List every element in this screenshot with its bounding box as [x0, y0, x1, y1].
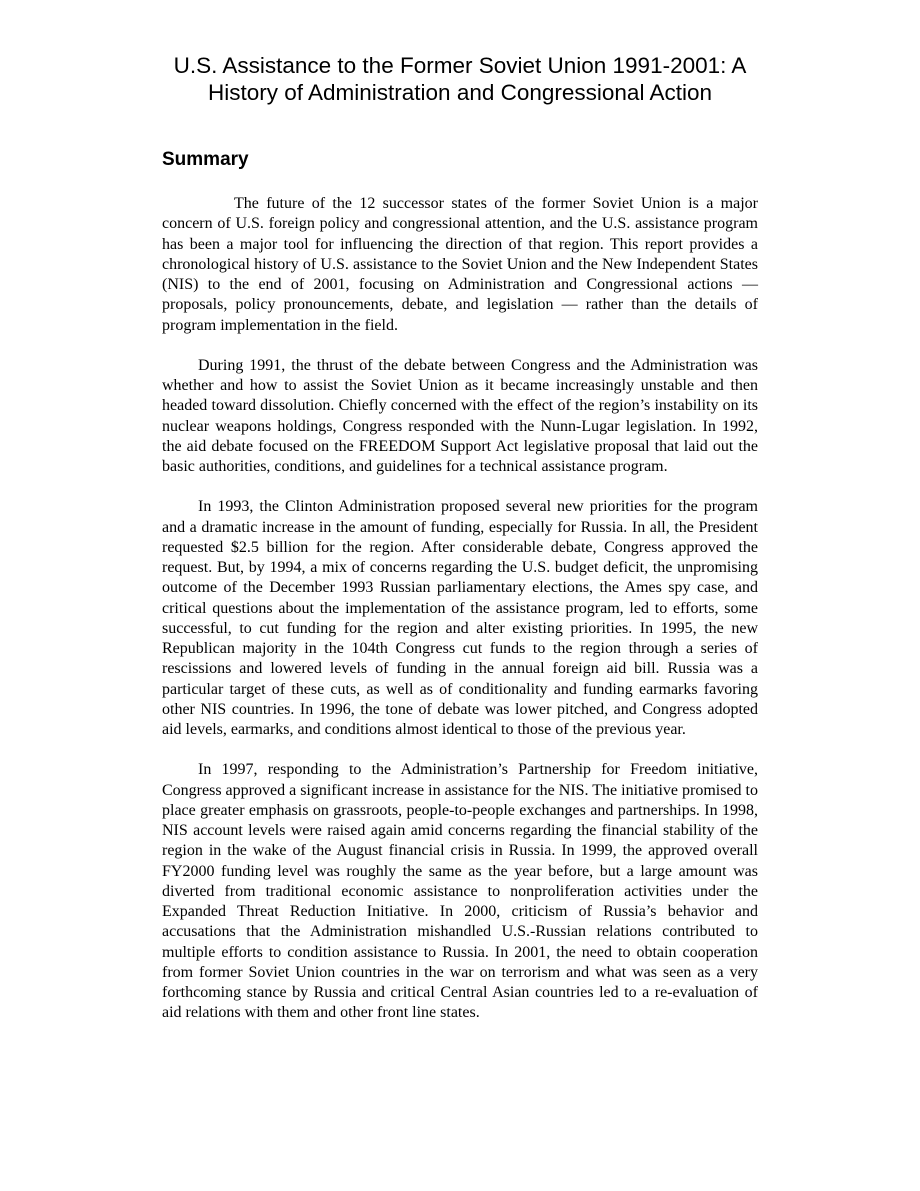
- summary-paragraph-2: During 1991, the thrust of the debate between Congress and the Administration was whether and how to assist the Soviet Union as it became increasingly unstable and then headed toward dissolution. Chiefly concerned with the effect of the region’s instability on its nuclear weapons holdings, Congress responded with the Nunn-Lugar legislation. In 1992, the aid debate focused on the FREEDOM Support Act legislative proposal that laid out the basic authorities, conditions, and guidelines for a technical assistance program.: [162, 356, 758, 475]
- summary-paragraph-1: The future of the 12 successor states of the former Soviet Union is a major concern of U.S. foreign policy and congressional attention, and the U.S. assistance program has been a major tool for influencing the direction of that region. This report provides a chronological history of U.S. assistance to the Soviet Union and the New Independent States (NIS) to the end of 2001, focusing on Administration and Congressional actions — proposals, policy pronouncements, debate, and legislation — rather than the details of program implementation in the field.: [162, 195, 758, 334]
- summary-paragraph-4: In 1997, responding to the Administration’s Partnership for Freedom initiative, Congress approved a significant increase in assistance for the NIS. The initiative promised to place greater emphasis on grassroots, people-to-people exchanges and partnerships. In 1998, NIS account levels were raised again amid concerns regarding the financial stability of the region in the wake of the August financial crisis in Russia. In 1999, the approved overall FY2000 funding level was roughly the same as the year before, but a large amount was diverted from traditional economic assistance to nonproliferation activities under the Expanded Threat Reduction Initiative. In 2000, criticism of Russia’s behavior and accusations that the Administration mishandled U.S.-Russian relations contributed to multiple efforts to condition assistance to Russia. In 2001, the need to obtain cooperation from former Soviet Union countries in the war on terrorism and what was seen as a very forthcoming stance by Russia and critical Central Asian countries led to a re-evaluation of aid relations with them and other front line states.: [162, 761, 758, 1022]
- summary-paragraph-3: In 1993, the Clinton Administration proposed several new priorities for the program and a dramatic increase in the amount of funding, especially for Russia. In all, the President requested $2.5 billion for the region. After considerable debate, Congress approved the request. But, by 1994, a mix of concerns regarding the U.S. budget deficit, the unpromising outcome of the December 1993 Russian parliamentary elections, the Ames spy case, and critical questions about the implementation of the assistance program, led to efforts, some successful, to cut funding for the region and alter existing priorities. In 1995, the new Republican majority in the 104th Congress cut funds to the region through a series of rescissions and lowered levels of funding in the annual foreign aid bill. Russia was a particular target of these cuts, as well as of conditionality and funding earmarks favoring other NIS countries. In 1996, the tone of debate was lower pitched, and Congress adopted aid levels, earmarks, and conditions almost identical to those of the previous year.: [162, 498, 758, 738]
- document-title: U.S. Assistance to the Former Soviet Union 1991-2001: A History of Administration and Congressional Action: [173, 53, 747, 105]
- summary-heading: Summary: [162, 149, 249, 170]
- document-page: [162, 52, 758, 1024]
